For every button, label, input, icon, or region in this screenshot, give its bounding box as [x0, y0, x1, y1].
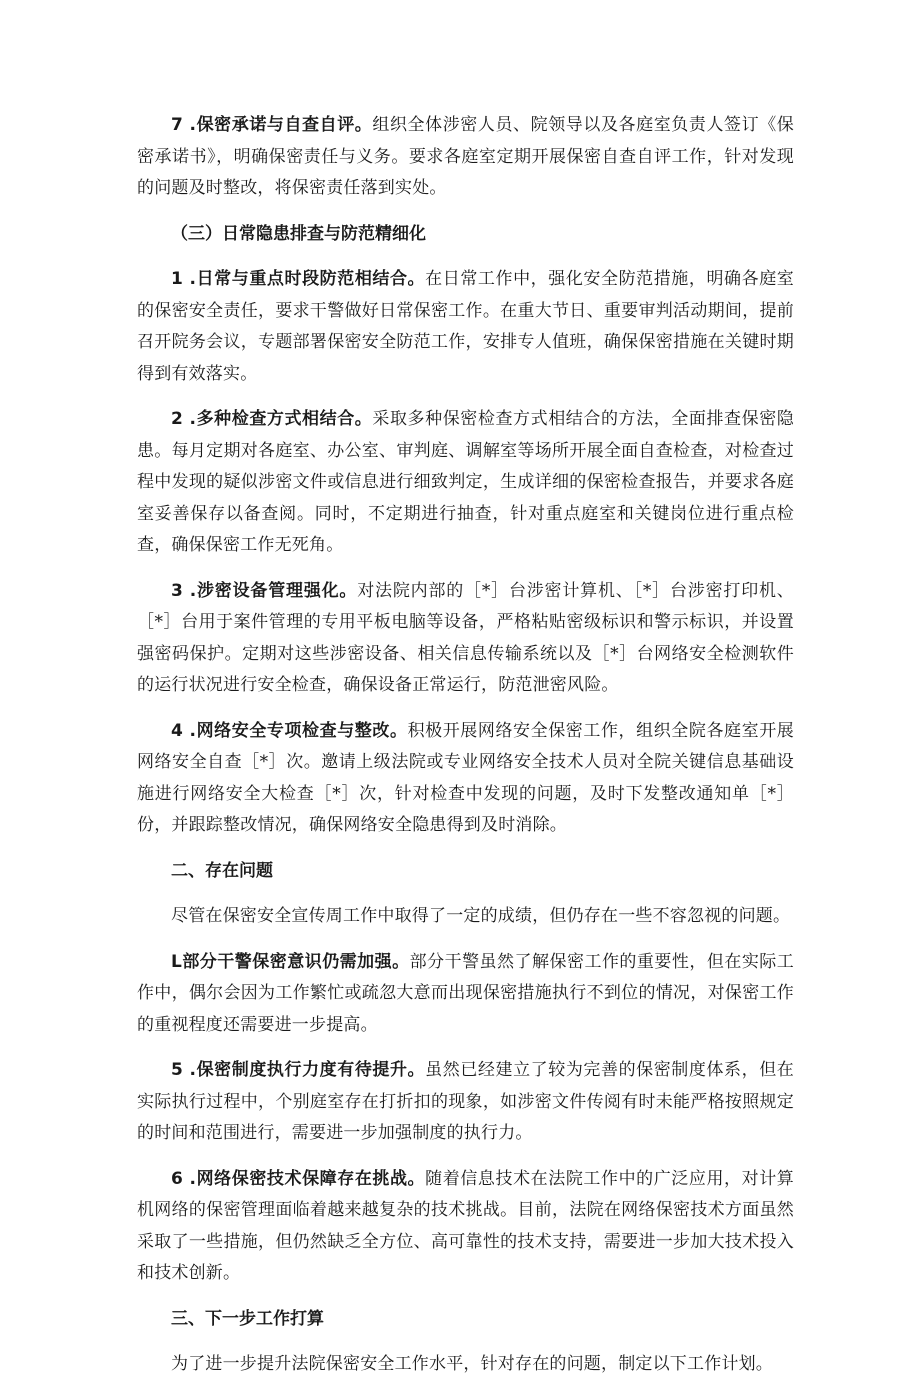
- part-3-heading: 三、下一步工作打算: [171, 1308, 324, 1329]
- sec3-item-1-paragraph: [137, 264, 794, 390]
- item-7-title: 7 .保密承诺与自查自评。: [171, 115, 373, 135]
- sec3-item-2-body: 采取多种保密检查方式相结合的方法，全面排查保密隐患。每月定期对各庭室、办公室、审判庭、调解室等场所开展全面自查检查，对检查过程中发现的疑似涉密文件或信息进行细致判定，生成详细的保密检查报告，并要求各庭室妥善保存以备查阅。同时，不定期进行抽查，针对重点庭室和关键岗位进行重点检查，确保保密工作无死角。: [137, 409, 794, 555]
- problem-5-paragraph: [137, 1055, 794, 1150]
- problem-6-title: 6 .网络保密技术保障存在挑战。: [171, 1168, 426, 1189]
- problem-1-body: 部分干警虽然了解保密工作的重要性，但在实际工作中，偶尔会因为工作繁忙或疏忽大意而出现保密措施执行不到位的情况，对保密工作的重视程度还需要进一步提高。: [137, 951, 794, 1035]
- part-2-heading: 二、存在问题: [171, 860, 273, 881]
- sec3-item-3-paragraph: [137, 576, 794, 702]
- problem-6-paragraph: [137, 1164, 794, 1290]
- sec3-item-4-body: 积极开展网络安全保密工作，组织全院各庭室开展网络安全自查［*］次。邀请上级法院或专业网络安全技术人员对全院关键信息基础设施进行网络安全大检查［*］次，针对检查中发现的问题，及时下发整改通知单［*］份，并跟踪整改情况，确保网络安全隐患得到及时消除。: [137, 720, 794, 835]
- sec3-item-2-title: 2 .多种检查方式相结合。: [171, 409, 373, 429]
- item-7-paragraph: [137, 110, 794, 205]
- part-3-intro: 为了进一步提升法院保密安全工作水平，针对存在的问题，制定以下工作计划。: [171, 1354, 773, 1374]
- problem-1-title: L部分干警保密意识仍需加强。: [171, 951, 410, 972]
- item-7-body: 组织全体涉密人员、院领导以及各庭室负责人签订《保密承诺书》，明确保密责任与义务。要求各庭室定期开展保密自查自评工作，针对发现的问题及时整改，将保密责任落到实处。: [137, 115, 794, 198]
- part-2-intro: 尽管在保密安全宣传周工作中取得了一定的成绩，但仍存在一些不容忽视的问题。: [171, 906, 791, 926]
- sec3-item-2-paragraph: [137, 404, 794, 562]
- section-3-heading: （三）日常隐患排查与防范精细化: [171, 223, 426, 244]
- sec3-item-1-title: 1 .日常与重点时段防范相结合。: [171, 269, 426, 289]
- sec3-item-1-body: 在日常工作中，强化安全防范措施，明确各庭室的保密安全责任，要求干警做好日常保密工作。在重大节日、重要审判活动期间，提前召开院务会议，专题部署保密安全防范工作，安排专人值班，确保保密措施在关键时期得到有效落实。: [137, 269, 795, 384]
- problem-5-body: 虽然已经建立了较为完善的保密制度体系，但在实际执行过程中，个别庭室存在打折扣的现象，如涉密文件传阅有时未能严格按照规定的时间和范围进行，需要进一步加强制度的执行力。: [137, 1060, 795, 1143]
- problem-1-paragraph: [137, 947, 794, 1042]
- sec3-item-3-body: 对法院内部的［*］台涉密计算机、［*］台涉密打印机、［*］台用于案件管理的专用平板电脑等设备，严格粘贴密级标识和警示标识，并设置强密码保护。定期对这些涉密设备、相关信息传输系统以及［*］台网络安全检测软件的运行状况进行安全检查，确保设备正常运行，防范泄密风险。: [137, 580, 794, 695]
- problem-5-title: 5 .保密制度执行力度有待提升。: [171, 1060, 426, 1080]
- sec3-item-4-paragraph: [137, 716, 794, 842]
- sec3-item-4-title: 4 .网络安全专项检查与整改。: [171, 720, 408, 741]
- sec3-item-3-title: 3 .涉密设备管理强化。: [171, 580, 358, 601]
- problem-6-body: 随着信息技术在法院工作中的广泛应用，对计算机网络的保密管理面临着越来越复杂的技术挑战。目前，法院在网络保密技术方面虽然采取了一些措施，但仍然缺乏全方位、高可靠性的技术支持，需要进一步加大技术投入和技术创新。: [137, 1168, 795, 1283]
